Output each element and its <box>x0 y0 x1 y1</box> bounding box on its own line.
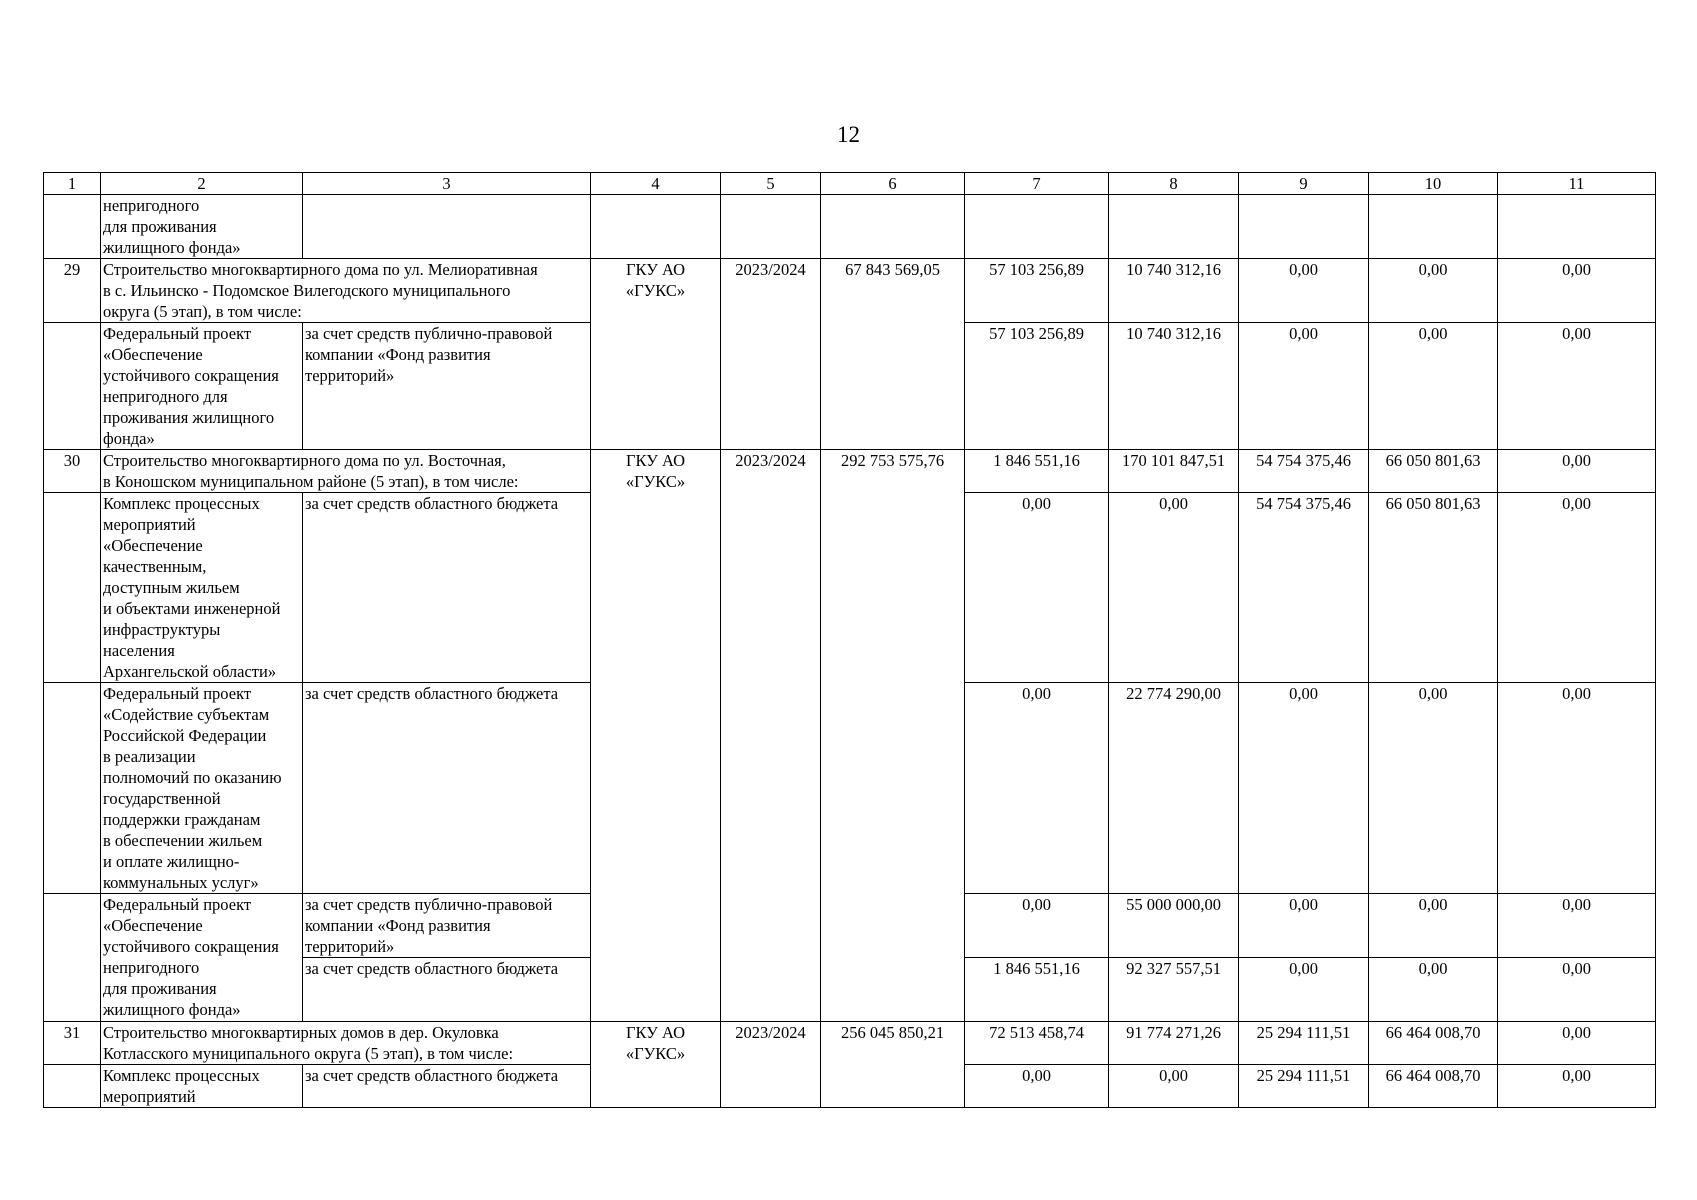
cell <box>1239 195 1369 259</box>
project-name-cell: Федеральный проект «Обеспечение устойчивого сокращения непригодного для проживания жилищного фонда» <box>101 323 303 450</box>
value-col8: 22 774 290,00 <box>1109 683 1239 894</box>
value-col10: 66 464 008,70 <box>1369 1065 1498 1108</box>
funding-source: за счет средств публично-правовой компании «Фонд развития территорий» <box>303 323 591 450</box>
object-name: Строительство многоквартирного дома по ул. Мелиоративная в с. Ильинско - Подомское Вилегодского муниципального округа (5 этап), в том числе: <box>101 259 591 323</box>
value-col9: 54 754 375,46 <box>1239 493 1369 683</box>
program-table <box>43 172 1656 1108</box>
row-number: 31 <box>44 1022 101 1065</box>
value-col10: 0,00 <box>1369 683 1498 894</box>
value-col8: 0,00 <box>1109 493 1239 683</box>
value-col10: 0,00 <box>1369 323 1498 450</box>
column-number: 5 <box>721 173 821 195</box>
total-cost: 292 753 575,76 <box>821 450 965 1022</box>
value-col11: 0,00 <box>1498 894 1656 958</box>
total-cost: 67 843 569,05 <box>821 259 965 450</box>
value-col10: 66 464 008,70 <box>1369 1022 1498 1065</box>
object-name: Строительство многоквартирного дома по ул. Восточная, в Коношском муниципальном районе (5 этап), в том числе: <box>101 450 591 493</box>
executor: ГКУ АО «ГУКС» <box>591 450 721 1022</box>
value-col11: 0,00 <box>1498 323 1656 450</box>
executor: ГКУ АО «ГУКС» <box>591 1022 721 1108</box>
value-col7: 1 846 551,16 <box>965 450 1109 493</box>
value-col11: 0,00 <box>1498 493 1656 683</box>
cell <box>44 683 101 894</box>
cell <box>821 195 965 259</box>
value-col8: 10 740 312,16 <box>1109 259 1239 323</box>
funding-source: за счет средств областного бюджета <box>303 958 591 1022</box>
value-col10: 0,00 <box>1369 259 1498 323</box>
value-col8: 0,00 <box>1109 1065 1239 1108</box>
cell <box>44 1065 101 1108</box>
cell <box>1498 195 1656 259</box>
column-number: 10 <box>1369 173 1498 195</box>
cell <box>965 195 1109 259</box>
funding-source: за счет средств областного бюджета <box>303 683 591 894</box>
value-col9: 25 294 111,51 <box>1239 1022 1369 1065</box>
value-col11: 0,00 <box>1498 1022 1656 1065</box>
value-col11: 0,00 <box>1498 958 1656 1022</box>
value-col11: 0,00 <box>1498 259 1656 323</box>
value-col9: 0,00 <box>1239 894 1369 958</box>
period: 2023/2024 <box>721 1022 821 1108</box>
value-col9: 54 754 375,46 <box>1239 450 1369 493</box>
value-col7: 72 513 458,74 <box>965 1022 1109 1065</box>
page-number: 12 <box>837 122 860 147</box>
value-col11: 0,00 <box>1498 450 1656 493</box>
cell <box>44 195 101 259</box>
column-number: 8 <box>1109 173 1239 195</box>
value-col10: 66 050 801,63 <box>1369 450 1498 493</box>
value-col7: 0,00 <box>965 1065 1109 1108</box>
value-col7: 0,00 <box>965 894 1109 958</box>
project-name-cell: Комплекс процессных мероприятий <box>101 1065 303 1108</box>
value-col11: 0,00 <box>1498 1065 1656 1108</box>
table-row-29 <box>44 259 1656 323</box>
value-col8: 92 327 557,51 <box>1109 958 1239 1022</box>
funding-source: за счет средств публично-правовой компании «Фонд развития территорий» <box>303 894 591 958</box>
column-number: 3 <box>303 173 591 195</box>
total-cost: 256 045 850,21 <box>821 1022 965 1108</box>
value-col9: 0,00 <box>1239 958 1369 1022</box>
value-col8: 10 740 312,16 <box>1109 323 1239 450</box>
row-number: 29 <box>44 259 101 323</box>
value-col7: 0,00 <box>965 493 1109 683</box>
table-row <box>44 195 1656 259</box>
value-col10: 66 050 801,63 <box>1369 493 1498 683</box>
value-col7: 0,00 <box>965 683 1109 894</box>
period: 2023/2024 <box>721 259 821 450</box>
column-number: 6 <box>821 173 965 195</box>
table-row-31 <box>44 1022 1656 1065</box>
cell <box>303 195 591 259</box>
value-col8: 91 774 271,26 <box>1109 1022 1239 1065</box>
row-number: 30 <box>44 450 101 493</box>
column-number-row <box>44 173 1656 195</box>
project-name-cell: Федеральный проект «Содействие субъектам Российской Федерации в реализации полномочий по оказанию государственной поддержки гражданам в обеспечении жильем и оплате жилищно- коммунальных услуг» <box>101 683 303 894</box>
cell <box>44 493 101 683</box>
period: 2023/2024 <box>721 450 821 1022</box>
cell <box>44 894 101 1022</box>
funding-source: за счет средств областного бюджета <box>303 1065 591 1108</box>
value-col9: 25 294 111,51 <box>1239 1065 1369 1108</box>
executor: ГКУ АО «ГУКС» <box>591 259 721 450</box>
table-row-30 <box>44 450 1656 493</box>
value-col9: 0,00 <box>1239 683 1369 894</box>
value-col7: 1 846 551,16 <box>965 958 1109 1022</box>
funding-source: за счет средств областного бюджета <box>303 493 591 683</box>
value-col10: 0,00 <box>1369 894 1498 958</box>
project-name-cell: непригодного для проживания жилищного фонда» <box>101 195 303 259</box>
value-col7: 57 103 256,89 <box>965 259 1109 323</box>
column-number: 7 <box>965 173 1109 195</box>
cell <box>44 323 101 450</box>
column-number: 1 <box>44 173 101 195</box>
value-col9: 0,00 <box>1239 323 1369 450</box>
object-name: Строительство многоквартирных домов в дер. Окуловка Котласского муниципального округа (5 этап), в том числе: <box>101 1022 591 1065</box>
cell <box>591 195 721 259</box>
cell <box>721 195 821 259</box>
column-number: 11 <box>1498 173 1656 195</box>
value-col8: 170 101 847,51 <box>1109 450 1239 493</box>
value-col11: 0,00 <box>1498 683 1656 894</box>
project-name-cell: Федеральный проект «Обеспечение устойчивого сокращения непригодного для проживания жилищного фонда» <box>101 894 303 1022</box>
column-number: 4 <box>591 173 721 195</box>
value-col7: 57 103 256,89 <box>965 323 1109 450</box>
value-col10: 0,00 <box>1369 958 1498 1022</box>
value-col8: 55 000 000,00 <box>1109 894 1239 958</box>
cell <box>1109 195 1239 259</box>
cell <box>1369 195 1498 259</box>
project-name-cell: Комплекс процессных мероприятий «Обеспечение качественным, доступным жильем и объектами инженерной инфраструктуры населения Архангельской области» <box>101 493 303 683</box>
column-number: 2 <box>101 173 303 195</box>
value-col9: 0,00 <box>1239 259 1369 323</box>
column-number: 9 <box>1239 173 1369 195</box>
